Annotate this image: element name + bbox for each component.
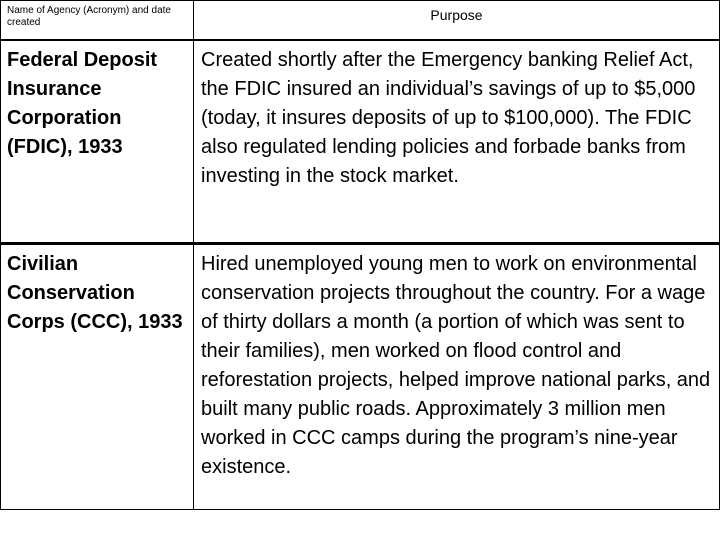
table-header-row [1, 1, 720, 41]
agency-purpose-cell: Created shortly after the Emergency banking Relief Act, the FDIC insured an individual’s savings of up to $5,000 (today, it insures deposits of up to $100,000). The FDIC also regulated lending policies and forbade banks from investing in the stock market. [194, 40, 720, 244]
table-row [1, 244, 720, 510]
table-row [1, 40, 720, 244]
agency-name-cell: Federal Deposit Insurance Corporation (FDIC), 1933 [1, 40, 194, 244]
header-purpose: Purpose [194, 1, 720, 41]
agency-purpose-cell: Hired unemployed young men to work on environmental conservation projects throughout the country. For a wage of thirty dollars a month (a portion of which was sent to their families), men worked on flood control and reforestation projects, helped improve national parks, and built many public roads. Approximately 3 million men worked in CCC camps during the program’s nine-year existence. [194, 244, 720, 510]
header-agency-name: Name of Agency (Acronym) and date created [1, 1, 194, 41]
agency-name-cell: Civilian Conservation Corps (CCC), 1933 [1, 244, 194, 510]
